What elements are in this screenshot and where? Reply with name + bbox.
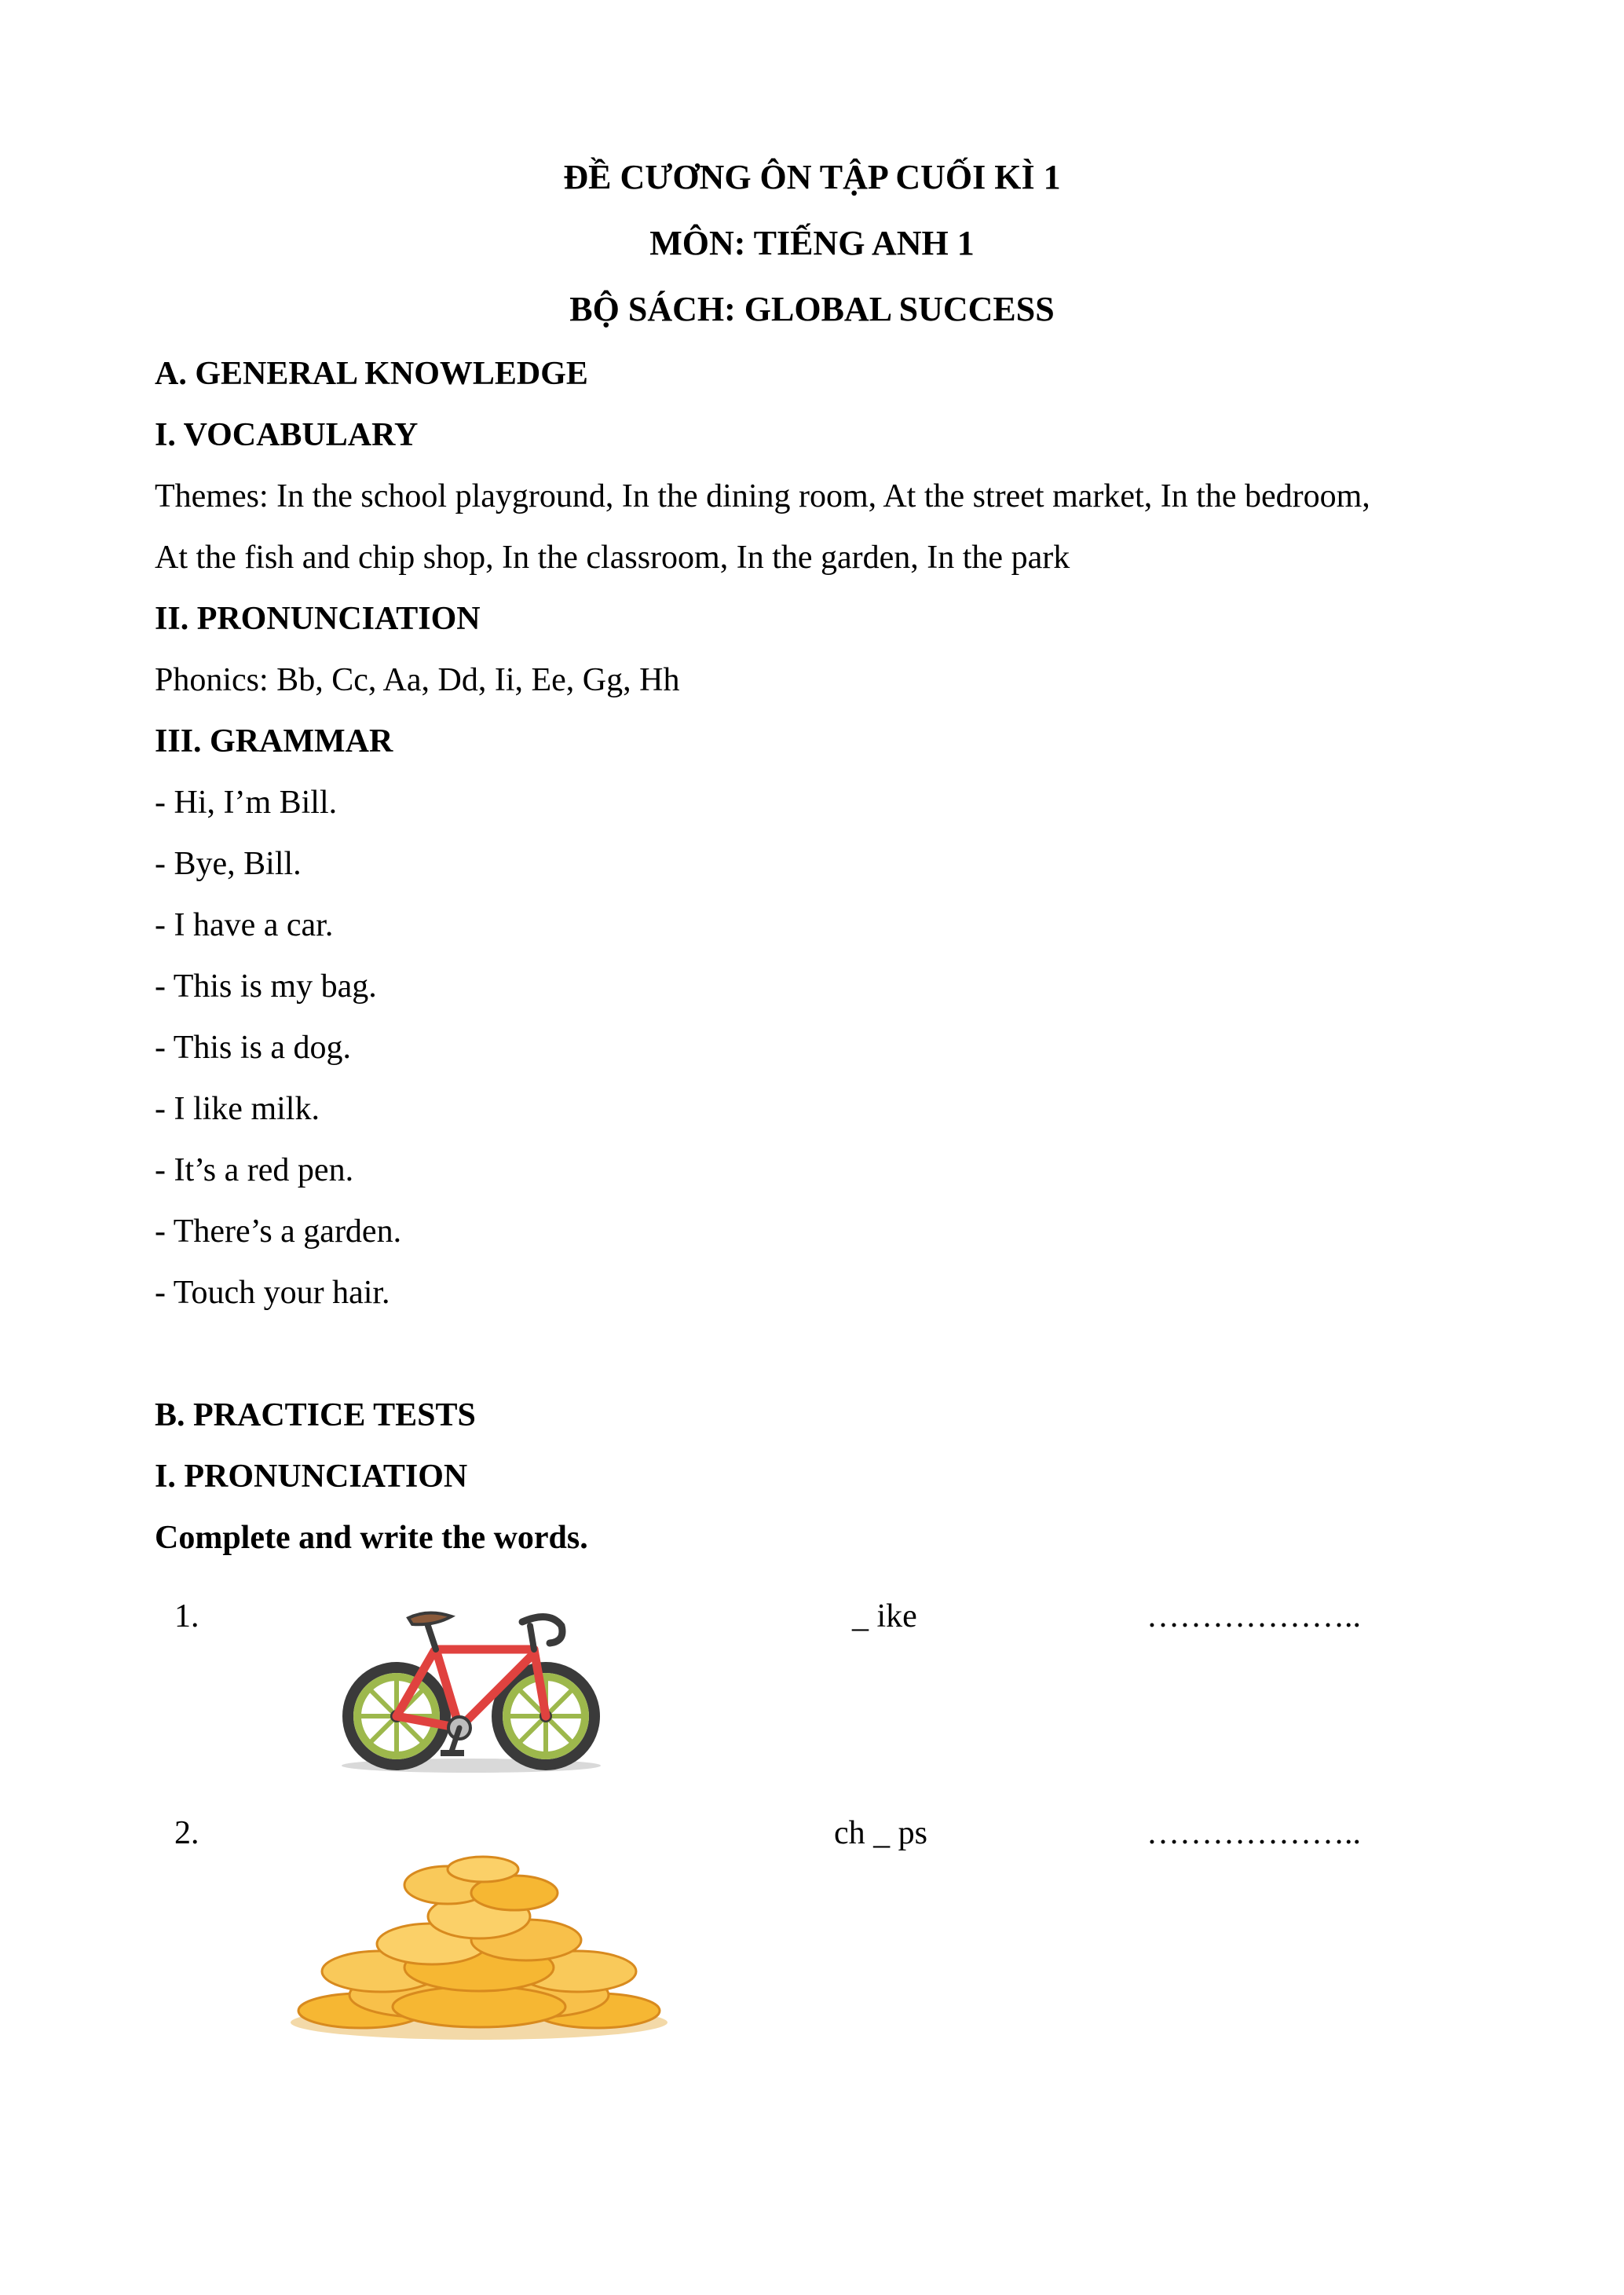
- grammar-heading: III. GRAMMAR: [155, 723, 393, 760]
- grammar-item: - There’s a garden.: [155, 1213, 402, 1250]
- book-series-title: BỘ SÁCH: GLOBAL SUCCESS: [569, 290, 1055, 328]
- grammar-item: - This is my bag.: [155, 968, 377, 1005]
- pronunciation-heading: II. PRONUNCIATION: [155, 601, 481, 637]
- exercise-number: 1.: [174, 1598, 199, 1634]
- grammar-item: - It’s a red pen.: [155, 1152, 354, 1188]
- grammar-item: - Bye, Bill.: [155, 846, 302, 882]
- themes-line-2: At the fish and chip shop, In the classroom, In the garden, In the park: [155, 540, 1070, 576]
- exercise-instruction: Complete and write the words.: [155, 1520, 588, 1556]
- vocabulary-heading: I. VOCABULARY: [155, 417, 419, 453]
- document-title: ĐỀ CƯƠNG ÔN TẬP CUỐI KÌ 1: [563, 158, 1061, 196]
- grammar-item: - I have a car.: [155, 907, 334, 943]
- missing-letter-word: ch _ ps: [834, 1815, 927, 1851]
- section-b-heading: B. PRACTICE TESTS: [155, 1397, 476, 1433]
- exercise-number: 2.: [174, 1815, 199, 1851]
- chips-image: [287, 1854, 671, 2042]
- subject-title: MÔN: TIẾNG ANH 1: [649, 224, 975, 262]
- bicycle-image: [334, 1594, 609, 1775]
- answer-blank[interactable]: ………………..: [1147, 1598, 1361, 1634]
- missing-letter-word: _ ike: [852, 1598, 917, 1634]
- grammar-item: - Hi, I’m Bill.: [155, 785, 338, 821]
- section-a-heading: A. GENERAL KNOWLEDGE: [155, 356, 588, 392]
- practice-pronunciation-heading: I. PRONUNCIATION: [155, 1459, 468, 1495]
- grammar-item: - I like milk.: [155, 1091, 320, 1127]
- phonics-line: Phonics: Bb, Cc, Aa, Dd, Ii, Ee, Gg, Hh: [155, 662, 680, 698]
- answer-blank[interactable]: ………………..: [1147, 1815, 1361, 1851]
- themes-line-1: Themes: In the school playground, In the dining room, At the street market, In the bedroom,: [155, 478, 1370, 514]
- grammar-item: - This is a dog.: [155, 1030, 352, 1066]
- grammar-item: - Touch your hair.: [155, 1275, 390, 1311]
